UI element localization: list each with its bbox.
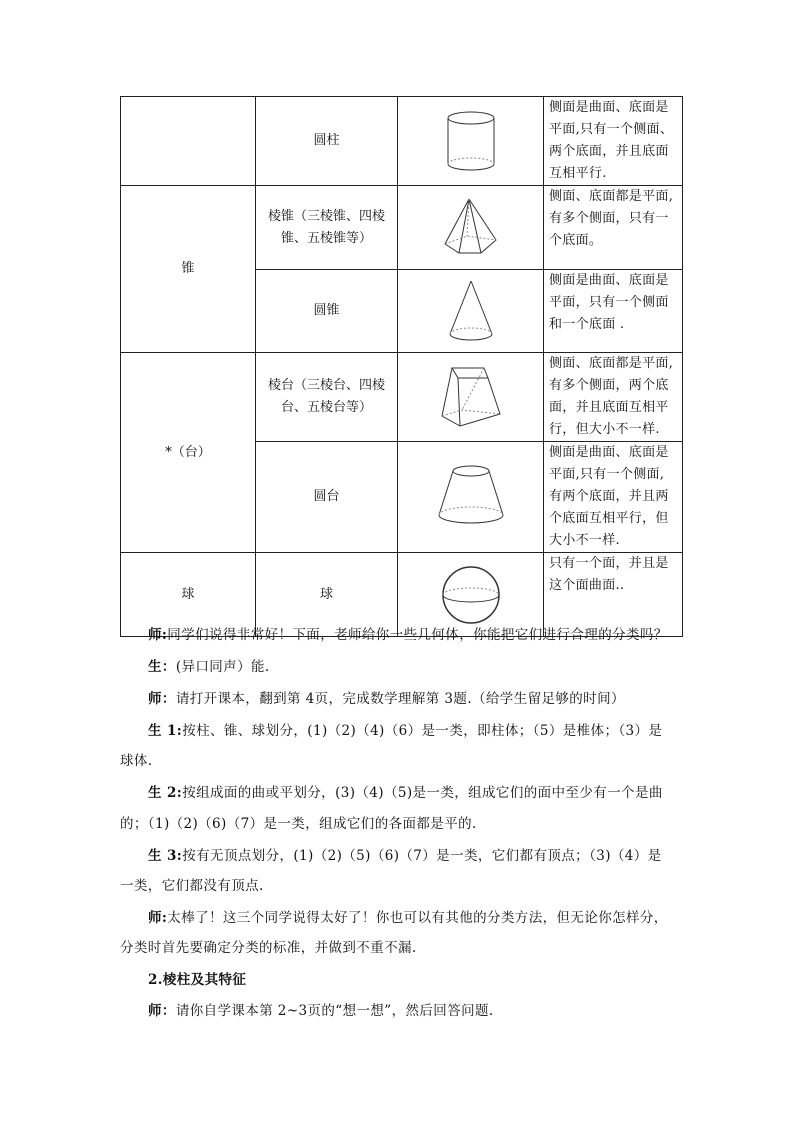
category-cell xyxy=(121,186,256,353)
description-line: 互相平行. xyxy=(549,166,607,181)
description-line: 面，并且底面互相平 xyxy=(549,400,669,415)
category-label: 锥 xyxy=(181,261,195,276)
frustum-pyramid-icon xyxy=(438,364,504,430)
figure-cell xyxy=(398,97,544,186)
speaker-label: 生 1: xyxy=(148,723,183,739)
solid-name: 棱台（三棱台、四棱 xyxy=(267,378,385,393)
paragraph xyxy=(120,905,676,931)
category-label: *（台） xyxy=(165,444,211,460)
paragraph xyxy=(120,654,676,680)
paragraph-text: 请你自学课本第 2~3页的“想一想”，然后回答问题. xyxy=(175,1003,494,1019)
paragraph-text: 太棒了！这三个同学说得太好了！你也可以有其他的分类方法，但无论你怎样分， xyxy=(167,910,668,926)
description-line: 个底面互相平行，但 xyxy=(549,511,669,526)
description-line: 和一个底面 . xyxy=(549,317,625,332)
speaker-label: 师： xyxy=(148,1003,176,1019)
category-cell xyxy=(121,97,256,186)
description-cell xyxy=(544,186,683,270)
speaker-label: 师: xyxy=(148,910,168,926)
description-cell xyxy=(544,442,683,553)
description-line: 有多个侧面，两个底 xyxy=(549,378,669,393)
solid-name: 棱锥（三棱锥、四棱 xyxy=(267,208,385,224)
description-line: 大小不一样. xyxy=(549,533,620,548)
paragraph-text: 按有无顶点划分，(1)（2)（5)（6)（7）是一类，它们都有顶点；（3)（4）是 xyxy=(182,848,662,864)
figure-cell xyxy=(398,270,544,353)
speaker-label: 师: xyxy=(148,627,168,643)
paragraph-text: 请打开课本，翻到第 4页，完成数学理解第 3题.（给学生留足够的时间） xyxy=(175,691,625,707)
description-line: 平面,只有一个侧面, xyxy=(549,467,665,482)
paragraph xyxy=(120,622,676,648)
solid-name: 圆台 xyxy=(313,489,340,504)
description-line: 平面，只有一个侧面 xyxy=(549,295,669,310)
figure-cell xyxy=(398,442,544,553)
description-line: 只有一个面，并且是 xyxy=(549,556,669,571)
solid-name-cell xyxy=(256,353,398,442)
paragraph xyxy=(120,718,676,744)
category-cell xyxy=(121,353,256,553)
paragraph xyxy=(120,780,676,806)
paragraph-continuation: 一类，它们都没有顶点. xyxy=(120,878,264,894)
description-line: 个底面。 xyxy=(549,233,603,248)
speaker-label: 生 2: xyxy=(148,785,183,801)
description-line: 行，但大小不一样. xyxy=(549,422,660,437)
paragraph xyxy=(120,998,676,1024)
paragraph-continuation: 的；（1)（2)（6)（7）是一类，组成它们的各面都是平的. xyxy=(120,816,477,832)
paragraph-continuation: 球体. xyxy=(120,753,153,769)
solid-name: 圆柱 xyxy=(313,133,340,148)
description-line: 平面,只有一个侧面、 xyxy=(549,122,674,137)
solid-name: 台、五棱台等） xyxy=(280,400,372,415)
pyramid-icon xyxy=(439,196,503,260)
description-line: 两个底面，并且底面 xyxy=(549,144,669,159)
solid-name-cell xyxy=(256,97,398,186)
paragraph-text: 按柱、锥、球划分，(1)（2)（4)（6）是一类，即柱体；（5）是椎体；（3）是 xyxy=(182,723,663,739)
solid-name-cell xyxy=(256,442,398,553)
description-cell xyxy=(544,97,683,186)
speaker-label: 生： xyxy=(148,659,176,675)
description-line: 侧面、底面都是平面, xyxy=(549,189,674,204)
frustum-cone-icon xyxy=(435,463,507,531)
section-heading: 2.棱柱及其特征 xyxy=(148,972,247,988)
category-label: 球 xyxy=(181,586,195,602)
cone-icon xyxy=(446,278,496,344)
description-line: 侧面、底面都是平面, xyxy=(549,356,674,371)
speaker-label: 师： xyxy=(148,691,176,707)
description-line: 侧面是曲面、底面是 xyxy=(549,100,669,115)
solid-name: 锥、五棱锥等） xyxy=(280,230,372,246)
solid-name-cell xyxy=(256,186,398,270)
paragraph-text: 按组成面的曲或平划分，(3)（4)（5)是一类，组成它们的面中至少有一个是曲 xyxy=(182,785,663,801)
solid-name: 球 xyxy=(319,586,333,602)
solids-table xyxy=(120,96,683,637)
figure-cell xyxy=(398,353,544,442)
description-line: 这个面曲面.. xyxy=(549,578,625,593)
paragraph xyxy=(120,843,676,869)
description-line: 侧面是曲面、底面是 xyxy=(549,273,669,288)
solid-name: 圆锥 xyxy=(313,303,340,318)
cylinder-icon xyxy=(441,109,501,173)
paragraph-text: 同学们说得非常好！下面，老师给你一些几何体，你能把它们进行合理的分类吗？ xyxy=(167,627,668,643)
sphere-icon xyxy=(440,564,502,626)
description-cell xyxy=(544,353,683,442)
description-line: 有两个底面，并且两 xyxy=(549,489,669,504)
description-cell xyxy=(544,270,683,353)
figure-cell xyxy=(398,186,544,270)
description-line: 侧面是曲面、底面是 xyxy=(549,445,669,460)
solid-name-cell xyxy=(256,270,398,353)
speaker-label: 生 3: xyxy=(148,848,183,864)
paragraph-continuation: 分类时首先要确定分类的标准，并做到不重不漏. xyxy=(120,940,417,956)
paragraph-text: (异口同声）能. xyxy=(175,659,270,675)
description-line: 有多个侧面，只有一 xyxy=(549,211,669,226)
paragraph xyxy=(120,686,676,712)
